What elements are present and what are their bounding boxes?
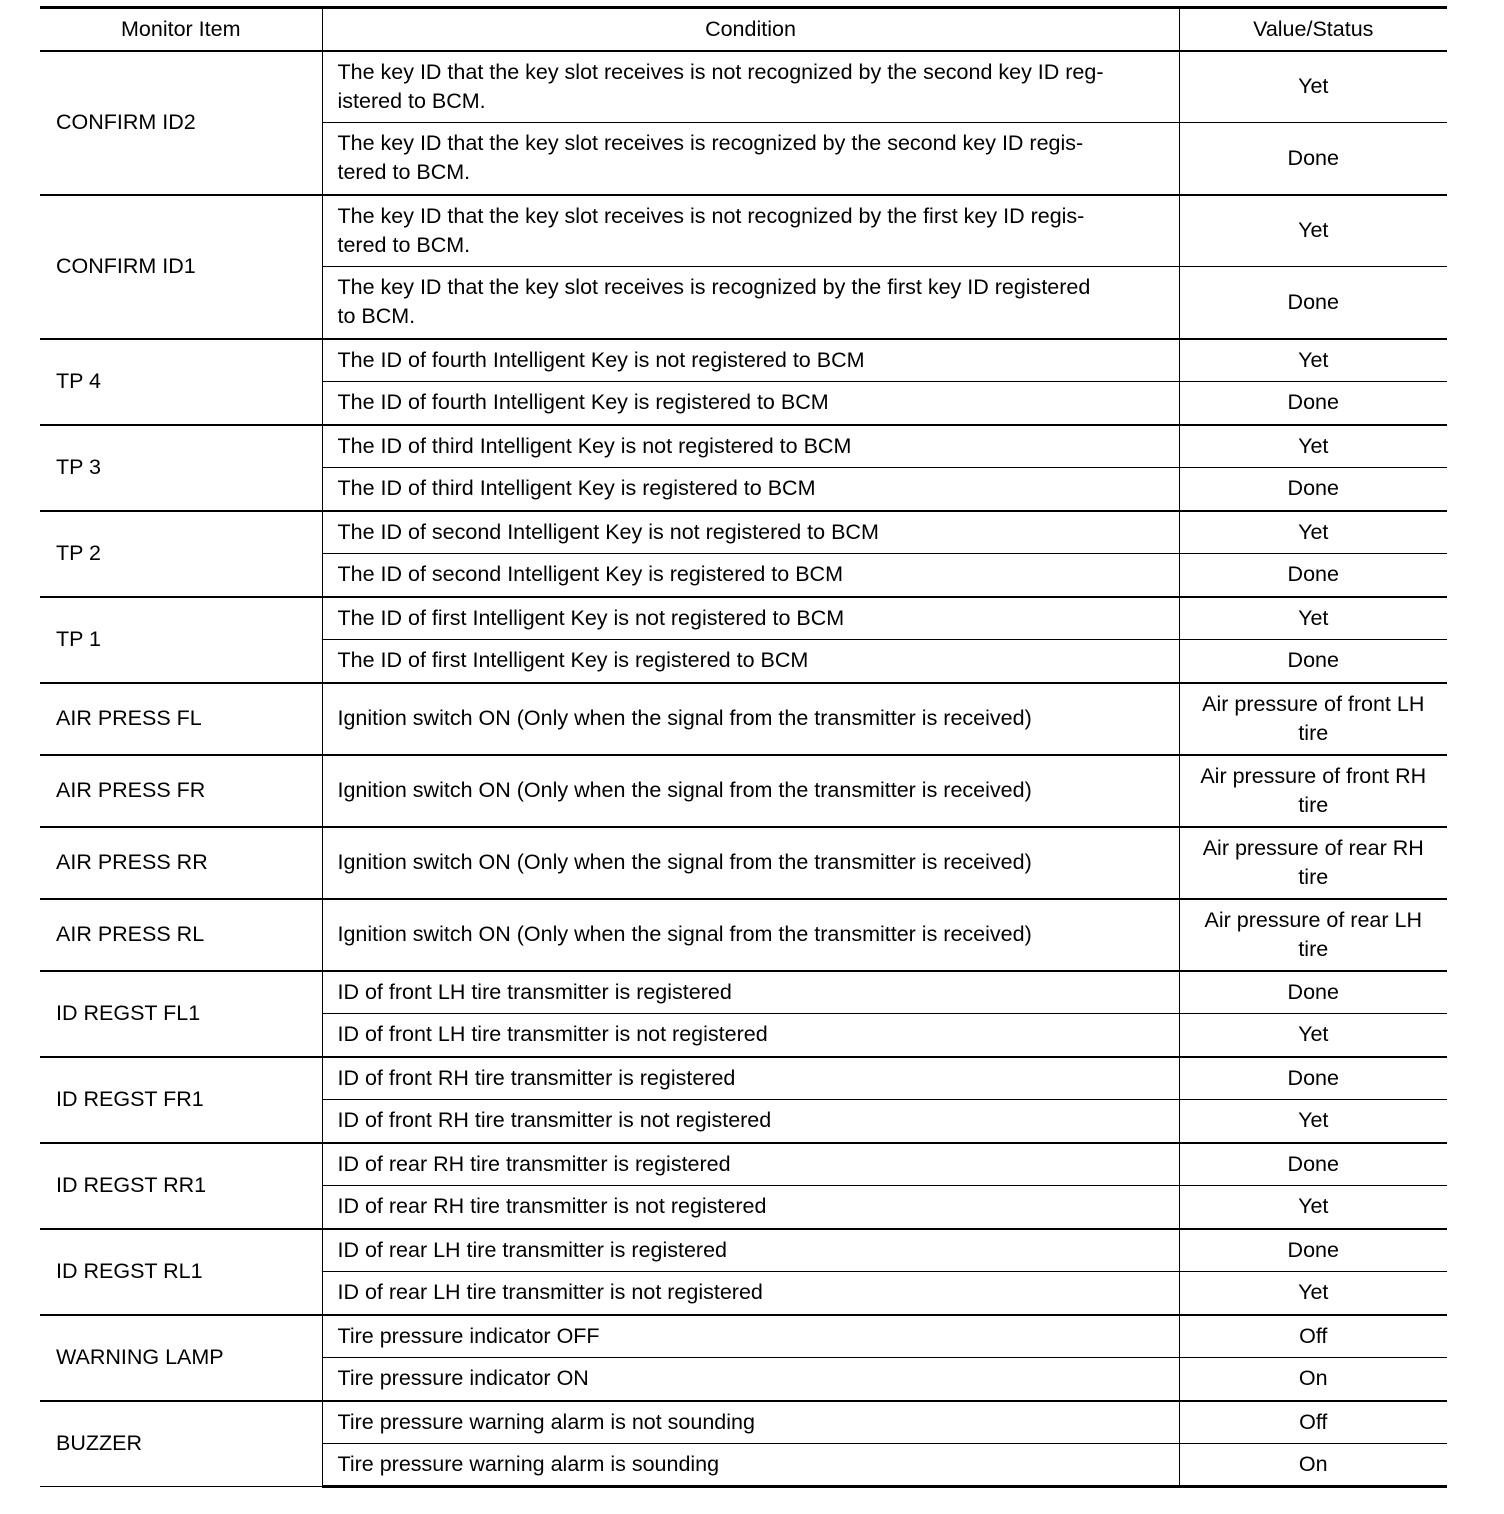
condition-cell: Ignition switch ON (Only when the signal from the transmitter is received) [322, 899, 1179, 971]
value-status-cell: Done [1179, 1143, 1447, 1186]
value-status-cell: Yet [1179, 511, 1447, 554]
monitor-item-confirm-id1: CONFIRM ID1 [40, 195, 322, 339]
condition-line: tered to BCM. [337, 232, 471, 257]
value-status-cell [1179, 683, 1447, 755]
monitor-item-tp-3: TP 3 [40, 425, 322, 511]
monitor-item-air-press-rl: AIR PRESS RL [40, 899, 322, 971]
value-status-cell: On [1179, 1444, 1447, 1487]
value-status-line: Air pressure of front RH [1200, 763, 1427, 788]
condition-line: The key ID that the key slot receives is not recognized by the second key ID reg- [337, 59, 1104, 84]
header-value-status: Value/Status [1179, 8, 1447, 51]
value-status-line: Air pressure of rear LH [1204, 907, 1422, 932]
condition-cell: ID of rear LH tire transmitter is registered [322, 1229, 1179, 1272]
table-row [40, 971, 1447, 1014]
monitor-item-tp-2: TP 2 [40, 511, 322, 597]
table-row [40, 899, 1447, 971]
condition-line: The key ID that the key slot receives is recognized by the first key ID registered [337, 275, 1091, 300]
table-row [40, 597, 1447, 640]
value-status-cell: Done [1179, 554, 1447, 597]
header-monitor-item: Monitor Item [40, 8, 322, 51]
value-status-cell: Done [1179, 382, 1447, 425]
value-status-cell: Yet [1179, 425, 1447, 468]
condition-cell [322, 267, 1179, 339]
condition-cell: Tire pressure warning alarm is not sounding [322, 1401, 1179, 1444]
value-status-cell: Yet [1179, 597, 1447, 640]
condition-line: The key ID that the key slot receives is recognized by the second key ID regis- [337, 131, 1084, 156]
monitor-table-container [40, 6, 1447, 1488]
value-status-cell: Done [1179, 1057, 1447, 1100]
value-status-line: tire [1298, 864, 1329, 889]
value-status-line: tire [1298, 792, 1329, 817]
table-row [40, 1229, 1447, 1272]
value-status-line: Air pressure of front LH [1202, 691, 1425, 716]
table-row [40, 1057, 1447, 1100]
monitor-item-warning-lamp: WARNING LAMP [40, 1315, 322, 1401]
condition-cell: The ID of third Intelligent Key is not registered to BCM [322, 425, 1179, 468]
condition-cell: ID of front LH tire transmitter is not registered [322, 1014, 1179, 1057]
monitor-item-id-regst-rl1: ID REGST RL1 [40, 1229, 322, 1315]
table-row [40, 683, 1447, 755]
condition-line: to BCM. [337, 304, 416, 329]
monitor-item-table [40, 6, 1447, 1488]
condition-cell: Ignition switch ON (Only when the signal from the transmitter is received) [322, 683, 1179, 755]
condition-cell [322, 51, 1179, 123]
value-status-line: Air pressure of rear RH [1202, 835, 1424, 860]
header-condition: Condition [322, 8, 1179, 51]
table-row [40, 1143, 1447, 1186]
condition-cell: The ID of second Intelligent Key is registered to BCM [322, 554, 1179, 597]
value-status-cell: Done [1179, 267, 1447, 339]
condition-cell: ID of front LH tire transmitter is registered [322, 971, 1179, 1014]
condition-cell: ID of front RH tire transmitter is not registered [322, 1100, 1179, 1143]
condition-cell: ID of rear RH tire transmitter is registered [322, 1143, 1179, 1186]
value-status-cell: Yet [1179, 339, 1447, 382]
condition-cell: ID of rear LH tire transmitter is not registered [322, 1272, 1179, 1315]
condition-line: The key ID that the key slot receives is not recognized by the first key ID regis- [337, 203, 1085, 228]
monitor-item-air-press-fr: AIR PRESS FR [40, 755, 322, 827]
value-status-cell: Yet [1179, 195, 1447, 267]
condition-cell [322, 195, 1179, 267]
condition-line: istered to BCM. [337, 88, 486, 113]
value-status-cell [1179, 827, 1447, 899]
value-status-cell: Done [1179, 971, 1447, 1014]
condition-cell: Ignition switch ON (Only when the signal from the transmitter is received) [322, 755, 1179, 827]
condition-cell: Ignition switch ON (Only when the signal from the transmitter is received) [322, 827, 1179, 899]
value-status-cell: Yet [1179, 1186, 1447, 1229]
value-status-cell: Yet [1179, 1014, 1447, 1057]
value-status-cell: Off [1179, 1315, 1447, 1358]
value-status-cell: Off [1179, 1401, 1447, 1444]
table-row [40, 755, 1447, 827]
condition-cell: ID of front RH tire transmitter is registered [322, 1057, 1179, 1100]
value-status-line: tire [1298, 720, 1329, 745]
value-status-line: tire [1298, 936, 1329, 961]
value-status-cell: Done [1179, 640, 1447, 683]
monitor-item-confirm-id2: CONFIRM ID2 [40, 51, 322, 195]
monitor-item-air-press-fl: AIR PRESS FL [40, 683, 322, 755]
monitor-item-tp-4: TP 4 [40, 339, 322, 425]
value-status-cell: Done [1179, 1229, 1447, 1272]
table-row [40, 511, 1447, 554]
table-row [40, 51, 1447, 123]
table-header-row [40, 8, 1447, 51]
condition-cell [322, 123, 1179, 195]
condition-cell: The ID of fourth Intelligent Key is not registered to BCM [322, 339, 1179, 382]
value-status-cell: Yet [1179, 1272, 1447, 1315]
table-row [40, 195, 1447, 267]
condition-line: tered to BCM. [337, 160, 471, 185]
monitor-item-air-press-rr: AIR PRESS RR [40, 827, 322, 899]
condition-cell: The ID of first Intelligent Key is not registered to BCM [322, 597, 1179, 640]
condition-cell: ID of rear RH tire transmitter is not registered [322, 1186, 1179, 1229]
condition-cell: Tire pressure indicator ON [322, 1358, 1179, 1401]
value-status-cell: On [1179, 1358, 1447, 1401]
table-body [40, 51, 1447, 1487]
monitor-item-id-regst-fr1: ID REGST FR1 [40, 1057, 322, 1143]
table-row [40, 1401, 1447, 1444]
table-row [40, 1315, 1447, 1358]
monitor-item-tp-1: TP 1 [40, 597, 322, 683]
condition-cell: Tire pressure warning alarm is sounding [322, 1444, 1179, 1487]
monitor-item-buzzer: BUZZER [40, 1401, 322, 1487]
value-status-cell: Yet [1179, 51, 1447, 123]
table-row [40, 425, 1447, 468]
condition-cell: The ID of fourth Intelligent Key is registered to BCM [322, 382, 1179, 425]
value-status-cell: Done [1179, 123, 1447, 195]
monitor-item-id-regst-rr1: ID REGST RR1 [40, 1143, 322, 1229]
value-status-cell [1179, 755, 1447, 827]
value-status-cell: Done [1179, 468, 1447, 511]
table-row [40, 827, 1447, 899]
condition-cell: Tire pressure indicator OFF [322, 1315, 1179, 1358]
value-status-cell: Yet [1179, 1100, 1447, 1143]
monitor-item-id-regst-fl1: ID REGST FL1 [40, 971, 322, 1057]
value-status-cell [1179, 899, 1447, 971]
condition-cell: The ID of first Intelligent Key is registered to BCM [322, 640, 1179, 683]
condition-cell: The ID of second Intelligent Key is not registered to BCM [322, 511, 1179, 554]
table-row [40, 339, 1447, 382]
condition-cell: The ID of third Intelligent Key is registered to BCM [322, 468, 1179, 511]
